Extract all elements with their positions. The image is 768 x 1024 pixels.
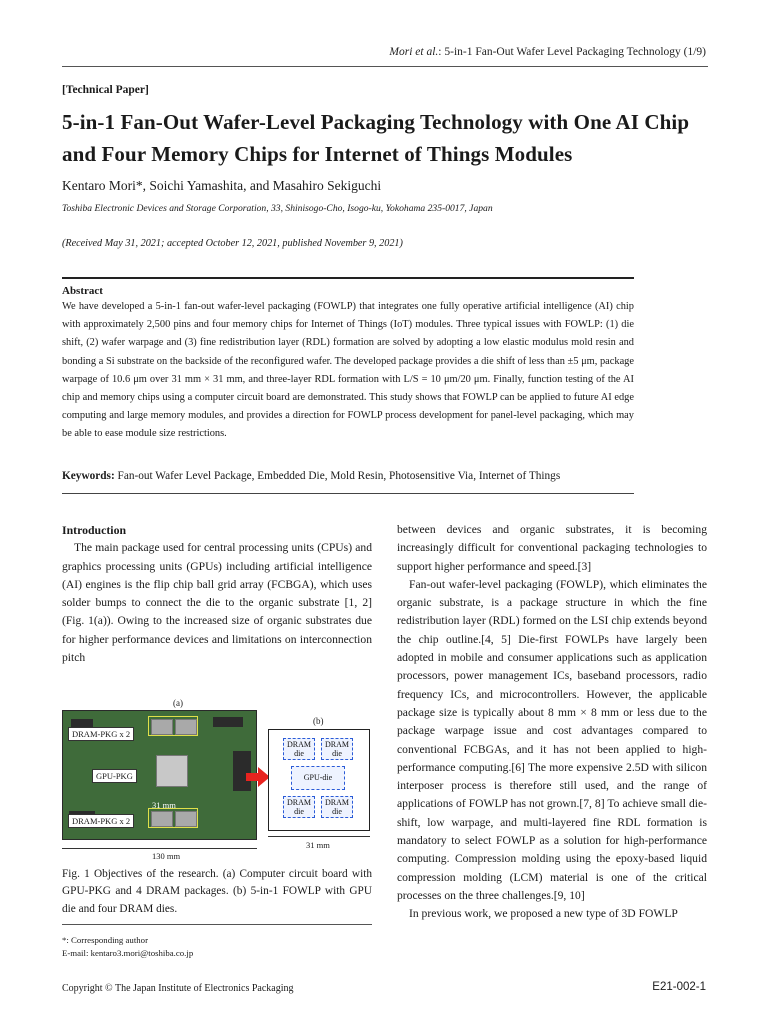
gpu-package <box>156 755 188 787</box>
abstract-text: We have developed a 5-in-1 fan-out wafer-level packaging (FOWLP) that integrates one fully operative artificial intelligence (AI) chip with approximately 2,500 pins and four memory chips for Internet of Things (IoT) modules. Three typical issues with FOWLP: (1) die shift, (2) wafer warpage and (3) fine redistribution layer (RDL) formation are solved by adopting a low elastic modulus mold resin and bonding a Si substrate on the backside of the reconfigured wafer. The developed package provides a die shift of less than ±5 μm, package warpage of 10.6 μm over 31 mm × 31 mm, and three-layer RDL formation with L/S = 10 μm/20 μm. Finally, function testing of the AI chip and memory chips using a computer circuit board are demonstrated. This study shows that FOWLP can be applied to future AI edge computing and large memory modules, and provides a direction for FOWLP process development for panel-level packaging, which may be able to ease module size restrictions. <box>62 301 634 440</box>
callout-dram-pkg-bottom: DRAM-PKG x 2 <box>68 814 134 828</box>
dimension-line-31mm <box>268 836 370 837</box>
right-paragraph-3: In previous work, we proposed a new type of 3D FOWLP <box>409 907 678 921</box>
footnote <box>62 934 193 960</box>
die-dram-top-left: DRAM die <box>283 738 315 760</box>
callout-dram-pkg-top: DRAM-PKG x 2 <box>68 727 134 741</box>
footnote-email: E-mail: kentaro3.mori@toshiba.co.jp <box>62 948 194 958</box>
die-dram-bottom-right: DRAM die <box>321 796 353 818</box>
die-dram-bottom-left: DRAM die <box>283 796 315 818</box>
footnote-corresponding: *: Corresponding author <box>62 935 149 945</box>
arrow-right-icon <box>246 767 270 787</box>
running-head-author: Mori et al. <box>389 46 439 58</box>
abstract-label: Abstract <box>62 285 103 297</box>
page-id: E21-002-1 <box>652 981 706 993</box>
abstract-top-rule <box>62 277 634 279</box>
paper-title: 5-in-1 Fan-Out Wafer-Level Packaging Technology with One AI Chip and Four Memory Chips for Internet of Things Modules <box>62 110 690 166</box>
header-rule <box>62 66 708 67</box>
received-dates: (Received May 31, 2021; accepted October 12, 2021, published November 9, 2021) <box>62 238 403 249</box>
figure-label-b: (b) <box>313 716 324 726</box>
keywords-label: Keywords: <box>62 470 115 482</box>
running-head <box>389 46 706 58</box>
board-dimension-130mm: 130 mm <box>152 851 181 861</box>
right-column <box>397 521 707 924</box>
left-column <box>62 521 372 667</box>
intro-paragraph: The main package used for central processing units (CPUs) and graphics processing units (GPUs) including artificial intelligence (AI) engines is the flip chip ball grid array (FCBGA), which uses solder bumps to connect the die to the organic substrate [1, 2] (Fig. 1(a)). Owing to the increased size of organic substrates due for higher performance devices and limitations on interconnection pitch <box>62 541 372 665</box>
figure-1 <box>62 698 372 866</box>
die-gpu-center: GPU-die <box>291 766 345 790</box>
paper-type: [Technical Paper] <box>62 84 149 96</box>
right-paragraph-2: Fan-out wafer-level packaging (FOWLP), which eliminates the organic substrate, is a package structure in which the fine redistribution layer (RDL) formed on the LSI chip extends beyond the chip outline.[4, 5] Die-first FOWLPs have largely been adopted in mobile and consumer applications such as application processors, power management ICs, baseband processors, radio frequency ICs, and microcontrollers. However, the applicable package size is typically about 8 mm × 8 mm or less due to the package warpage issue and cost advantages compared to conventional FCBGAs, and it has not been applied to high-performance computing.[6] The more expensive 2.5D with silicon interposer process is therefore still used, and the range of applications of FOWLP has not grown.[7, 8] To achieve small die-shift, low warpage, and multi-layered fine RDL formation is mandatory to select FOWLP as a solution for high-performance computing. Compression molding using the epoxy-based liquid compression molding (LCM) material is one of the critical processes on the three challenges.[9, 10] <box>397 577 707 902</box>
right-paragraph-1: between devices and organic substrates, it is becoming increasingly difficult for conventional packaging technologies to support higher performance and speed.[3] <box>397 523 707 573</box>
figure-1-caption: Fig. 1 Objectives of the research. (a) Computer circuit board with GPU-PKG and 4 DRAM packages. (b) 5-in-1 FOWLP with GPU die and four DRAM dies. <box>62 868 372 915</box>
footnote-rule <box>62 924 372 925</box>
highlight-box <box>148 716 198 736</box>
affiliation: Toshiba Electronic Devices and Storage Corporation, 33, Shinisogo-Cho, Isogo-ku, Yokohama 235-0017, Japan <box>62 203 493 214</box>
author-list: Kentaro Mori*, Soichi Yamashita, and Masahiro Sekiguchi <box>62 178 382 193</box>
abstract-bottom-rule <box>62 493 634 494</box>
callout-gpu-pkg: GPU-PKG <box>92 769 137 783</box>
package-dimension-31mm: 31 mm <box>306 840 330 850</box>
running-head-title: : 5-in-1 Fan-Out Wafer Level Packaging Technology (1/9) <box>438 46 706 58</box>
highlight-box <box>148 808 198 828</box>
dimension-line-130mm <box>62 848 257 849</box>
fowlp-package-diagram <box>268 729 370 831</box>
copyright: Copyright © The Japan Institute of Electronics Packaging <box>62 983 294 994</box>
die-dram-top-right: DRAM die <box>321 738 353 760</box>
keywords <box>62 470 634 482</box>
board-dimension-31mm: 31 mm <box>152 800 176 810</box>
keywords-text: Fan-out Wafer Level Package, Embedded Die, Mold Resin, Photosensitive Via, Internet of Things <box>117 470 561 482</box>
figure-label-a: (a) <box>173 698 183 708</box>
section-heading-introduction: Introduction <box>62 523 127 537</box>
